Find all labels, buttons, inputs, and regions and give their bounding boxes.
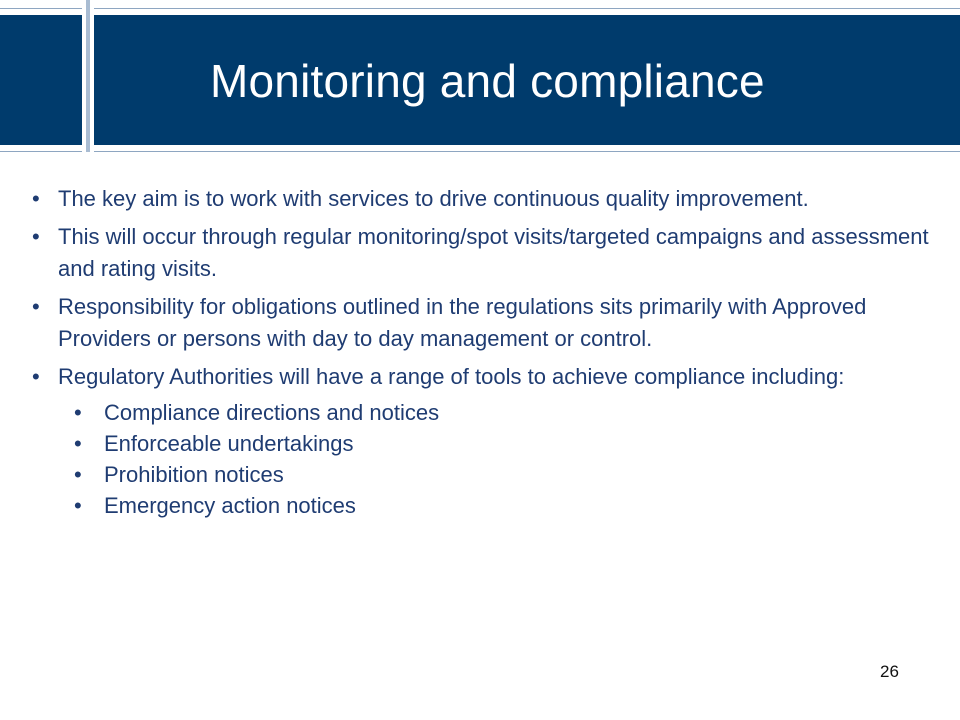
sub-bullet-dot: •: [74, 462, 82, 487]
sub-bullet-item: [58, 428, 932, 459]
sub-bullet-text: Emergency action notices: [104, 493, 356, 518]
sub-bullet-dot: •: [74, 400, 82, 425]
bullet-dot: •: [32, 364, 40, 389]
bullet-text: Responsibility for obligations outlined in the regulations sits primarily with Approved Providers or persons with day to day management or control.: [58, 294, 867, 351]
sub-bullet-dot: •: [74, 431, 82, 456]
sub-bullet-item: [58, 397, 932, 428]
sub-bullet-text: Compliance directions and notices: [104, 400, 440, 425]
bullet-dot: •: [32, 224, 40, 249]
bullet-item: [32, 361, 932, 521]
bullet-item: [32, 183, 932, 215]
sub-bullet-dot: •: [74, 493, 82, 518]
header-top-rule: [0, 8, 960, 9]
bullet-dot: •: [32, 186, 40, 211]
bullet-text: This will occur through regular monitoring/spot visits/targeted campaigns and assessment and rating visits.: [58, 224, 929, 281]
slide-title: Monitoring and compliance: [210, 55, 765, 107]
bullet-list: [32, 183, 932, 527]
sub-bullet-text: Prohibition notices: [104, 462, 284, 487]
sub-bullet-item: [58, 459, 932, 490]
vertical-accent-bar-inner: [86, 0, 90, 152]
bullet-item: [32, 221, 932, 285]
bullet-item: [32, 291, 932, 355]
bullet-text: Regulatory Authorities will have a range of tools to achieve compliance including:: [58, 364, 845, 389]
header-bottom-rule: [0, 151, 960, 152]
page-number: 26: [880, 662, 899, 681]
bullet-text: The key aim is to work with services to drive continuous quality improvement.: [58, 186, 809, 211]
sub-bullet-text: Enforceable undertakings: [104, 431, 354, 456]
sub-bullet-list: [58, 397, 932, 521]
sub-bullet-item: [58, 490, 932, 521]
bullet-dot: •: [32, 294, 40, 319]
